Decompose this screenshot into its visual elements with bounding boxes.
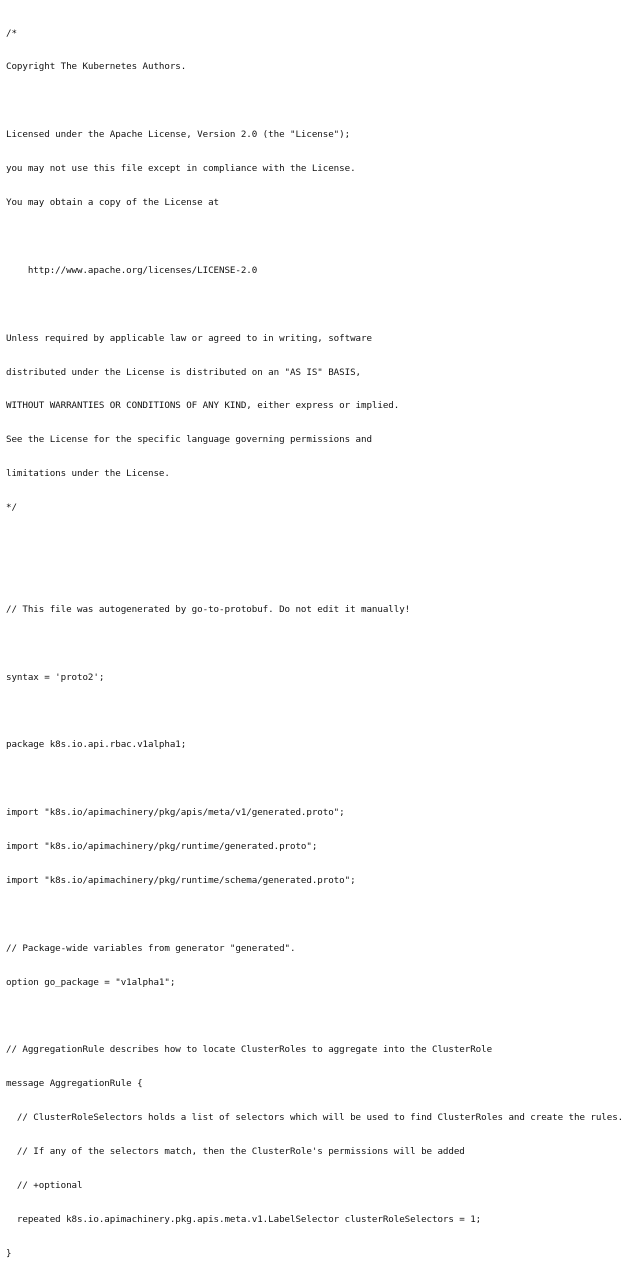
code-line (6, 536, 623, 547)
code-line: */ (6, 502, 17, 514)
code-line: // This file was autogenerated by go-to-protobuf. Do not edit it manually! (6, 603, 411, 615)
code-line: import "k8s.io/apimachinery/pkg/apis/meta/v1/generated.proto"; (6, 807, 345, 819)
code-line (6, 638, 623, 649)
code-line: /* (6, 27, 17, 39)
code-line: Licensed under the Apache License, Version 2.0 (the "License"); (6, 129, 351, 141)
code-line: // ClusterRoleSelectors holds a list of selectors which will be used to find ClusterRoles and create the rules. (6, 1112, 624, 1124)
code-line: } (6, 1247, 12, 1259)
code-line: distributed under the License is distributed on an "AS IS" BASIS, (6, 366, 361, 378)
license-url-line: http://www.apache.org/licenses/LICENSE-2.0 (6, 264, 258, 276)
code-line (6, 231, 623, 242)
code-line: // If any of the selectors match, then the ClusterRole's permissions will be added (6, 1145, 465, 1157)
code-line (6, 299, 623, 310)
code-line: syntax = 'proto2'; (6, 671, 105, 683)
code-line: Copyright The Kubernetes Authors. (6, 61, 187, 73)
code-line (6, 909, 623, 920)
code-line: import "k8s.io/apimachinery/pkg/runtime/schema/generated.proto"; (6, 874, 356, 886)
code-line: See the License for the specific language governing permissions and (6, 434, 372, 446)
code-line: // AggregationRule describes how to locate ClusterRoles to aggregate into the ClusterRole (6, 1044, 493, 1056)
code-line: option go_package = "v1alpha1"; (6, 976, 176, 988)
code-line (6, 570, 623, 581)
code-line (6, 773, 623, 784)
code-line: // Package-wide variables from generator "generated". (6, 942, 296, 954)
code-line: limitations under the License. (6, 468, 170, 480)
code-line: // +optional (6, 1179, 83, 1191)
code-line: Unless required by applicable law or agreed to in writing, software (6, 332, 372, 344)
code-line (6, 1010, 623, 1021)
code-line: You may obtain a copy of the License at (6, 197, 219, 209)
code-line (6, 95, 623, 106)
source-file-text (6, 5, 623, 1282)
code-line (6, 705, 623, 716)
code-line: import "k8s.io/apimachinery/pkg/runtime/generated.proto"; (6, 840, 318, 852)
code-line: WITHOUT WARRANTIES OR CONDITIONS OF ANY KIND, either express or implied. (6, 400, 400, 412)
code-line: repeated k8s.io.apimachinery.pkg.apis.meta.v1.LabelSelector clusterRoleSelectors = 1; (6, 1213, 482, 1225)
code-line: message AggregationRule { (6, 1078, 143, 1090)
code-line: package k8s.io.api.rbac.v1alpha1; (6, 739, 187, 751)
code-line: you may not use this file except in compliance with the License. (6, 163, 356, 175)
